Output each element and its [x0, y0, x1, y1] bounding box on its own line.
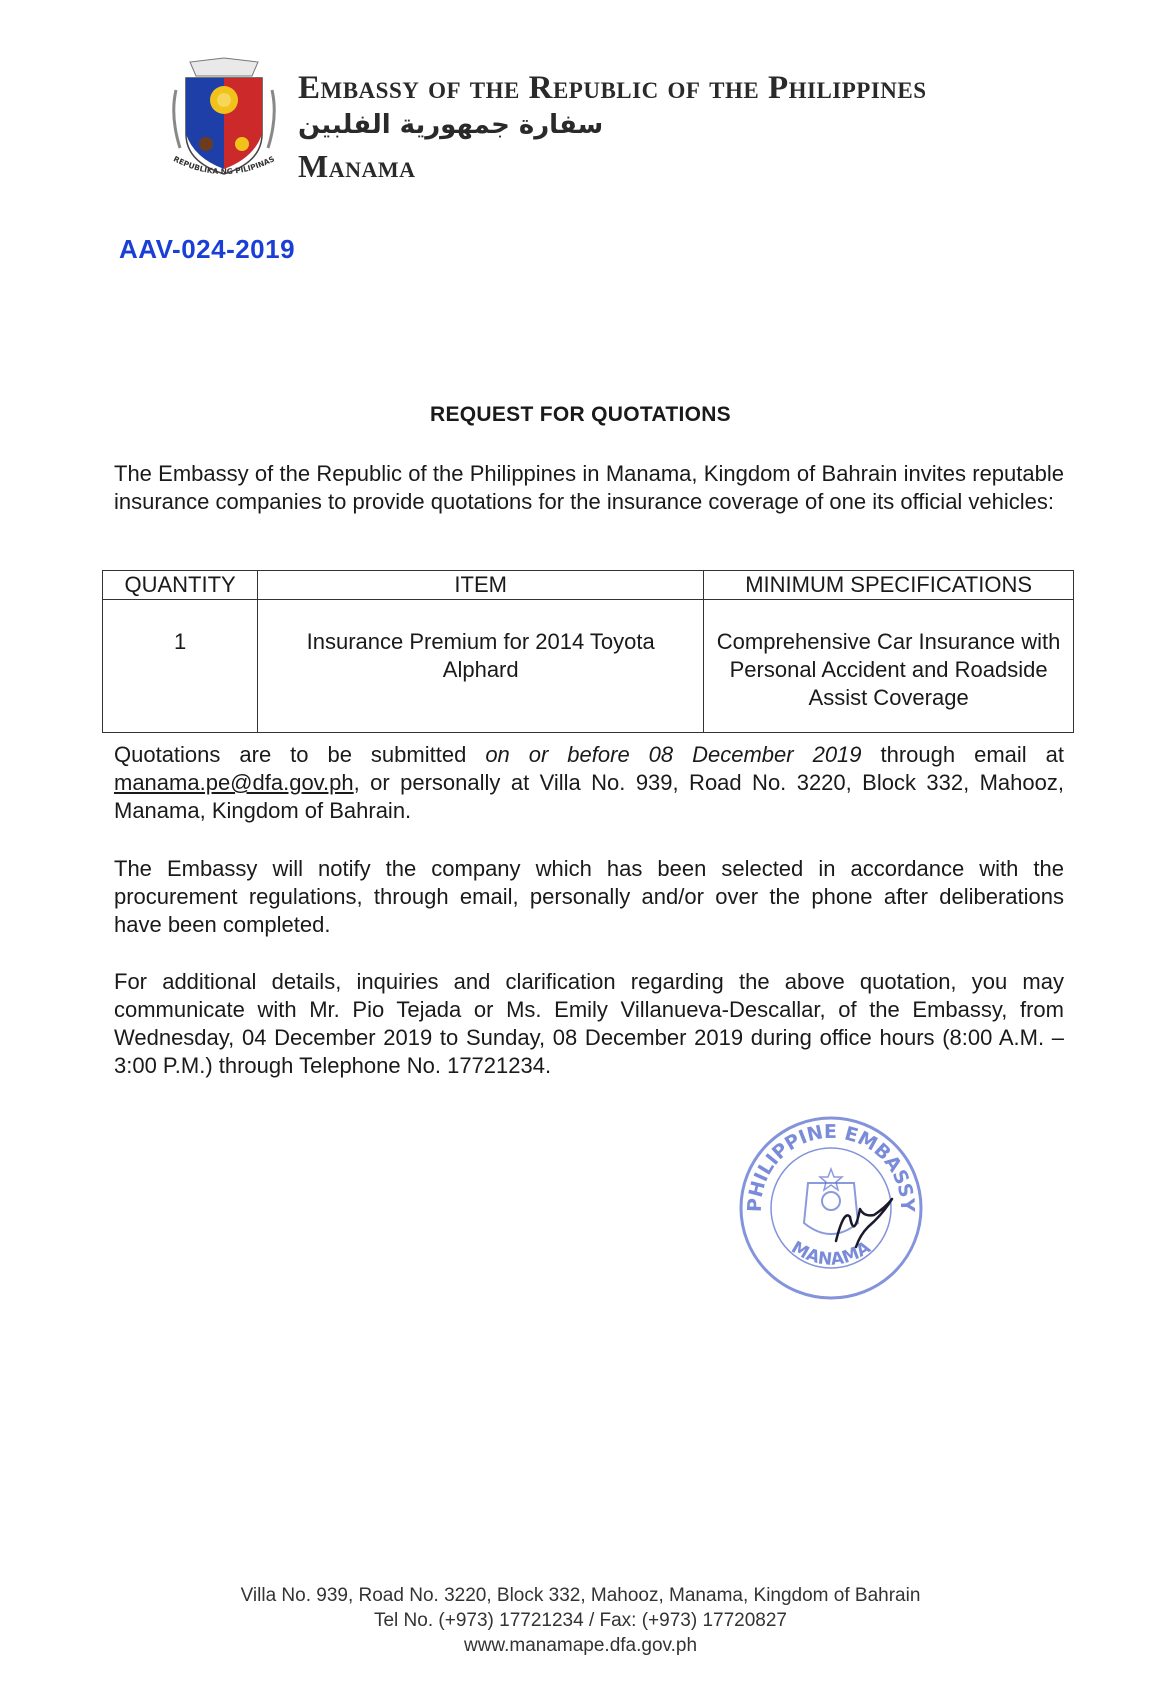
footer-website: www.manamape.dfa.gov.ph	[463, 1635, 698, 1656]
submission-suffix: , or personally at Villa No. 939, Road No. 3220, Block 332, Mahooz, Manama, Kingdom of Bahrain.	[114, 770, 1064, 823]
stamp-text-bottom: MANAMA	[787, 1237, 875, 1270]
embassy-name-heading: Embassy of the Republic of the Philippines	[298, 70, 927, 106]
document-title: REQUEST FOR QUOTATIONS	[430, 403, 731, 426]
header-item: ITEM	[258, 571, 704, 600]
seal-text: REPUBLIKA NG PILIPINAS	[172, 154, 276, 177]
contact-paragraph: For additional details, inquiries and clarification regarding the above quotation, you may communicate with Mr. Pio Tejada or Ms. Emily Villanueva-Descallar, of the Embassy, from Wednesday, 04 December 2019 to Sunday, 08 December 2019 during office hours (8:00 A.M. – 3:00 P.M.) through Telephone No. 17721234.	[114, 969, 1064, 1078]
email-link[interactable]: manama.pe@dfa.gov.ph	[114, 770, 354, 795]
philippine-seal-logo	[166, 56, 282, 190]
stamp-text-top: PHILIPPINE EMBASSY	[743, 1120, 919, 1213]
svg-text:MANAMA	[788, 1237, 875, 1270]
cell-item: Insurance Premium for 2014 Toyota Alphard	[258, 600, 704, 733]
submission-deadline: on or before 08 December 2019	[485, 742, 862, 767]
cell-quantity: 1	[103, 600, 258, 733]
footer	[0, 1583, 1161, 1658]
header-quantity: QUANTITY	[103, 571, 258, 600]
submission-middle: through email at	[861, 742, 1065, 767]
cell-specifications: Comprehensive Car Insurance with Personal Accident and Roadside Assist Coverage	[704, 600, 1074, 733]
footer-address: Villa No. 939, Road No. 3220, Block 332, Mahooz, Manama, Kingdom of Bahrain	[240, 1585, 921, 1606]
submission-paragraph	[114, 741, 1064, 825]
embassy-city: Manama	[298, 148, 416, 184]
embassy-name-arabic: سفارة جمهورية الفلبين	[298, 110, 604, 140]
footer-phone: Tel No. (+973) 17721234 / Fax: (+973) 17720827	[373, 1610, 787, 1631]
notification-paragraph: The Embassy will notify the company which has been selected in accordance with the procurement regulations, through email, personally and/or over the phone after deliberations have been completed.	[114, 856, 1064, 937]
specifications-table	[102, 570, 1074, 733]
header-specifications: MINIMUM SPECIFICATIONS	[704, 571, 1074, 600]
embassy-stamp	[736, 1113, 926, 1303]
intro-paragraph: The Embassy of the Republic of the Philippines in Manama, Kingdom of Bahrain invites reputable insurance companies to provide quotations for the insurance coverage of one its official vehicles:	[114, 461, 1064, 514]
table-header-row	[103, 571, 1074, 600]
submission-prefix: Quotations are to be submitted	[114, 742, 486, 767]
table-row	[103, 600, 1074, 733]
reference-number: AAV-024-2019	[119, 234, 296, 264]
